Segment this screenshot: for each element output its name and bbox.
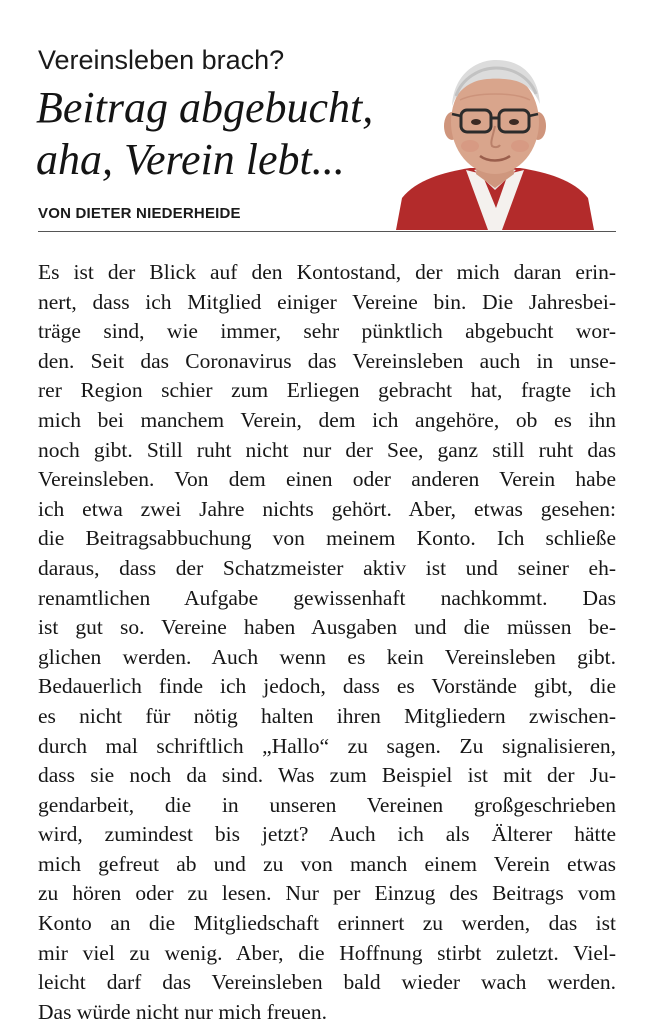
body-line: mich bei manchem Verein, dem ich angehöre, ob es ihn xyxy=(38,407,616,432)
body-line: Bedauerlich finde ich jedoch, dass es Vorstände gibt, die xyxy=(38,674,616,699)
body-line: glichen werden. Auch wenn es kein Vereinsleben gibt. xyxy=(38,644,616,669)
body-line: daraus, dass der Schatzmeister aktiv ist und seiner eh- xyxy=(38,555,616,580)
body-line: renamtlichen Aufgabe gewissenhaft nachkommt. Das xyxy=(38,585,616,610)
body-line: ich etwa zwei Jahre nichts gehört. Aber, etwas gesehen: xyxy=(38,496,616,521)
body-line: wird, zumindest bis jetzt? Auch ich als Älterer hätte xyxy=(38,822,616,847)
article-byline: VON DIETER NIEDERHEIDE xyxy=(38,205,241,222)
body-line: die Beitragsabbuchung von meinem Konto. Ich schließe xyxy=(38,526,616,551)
body-line: den. Seit das Coronavirus das Vereinsleben auch in unse- xyxy=(38,348,616,373)
author-portrait xyxy=(396,48,594,230)
body-line: durch mal schriftlich „Hallo“ zu sagen. Zu signalisieren, xyxy=(38,733,616,758)
body-line: träge sind, wie immer, sehr pünktlich abgebucht wor- xyxy=(38,319,616,344)
author-portrait-icon xyxy=(396,48,594,230)
body-line: es nicht für nötig halten ihren Mitgliedern zwischen- xyxy=(38,703,616,728)
body-line: noch gibt. Still ruht nicht nur der See, ganz still ruht das xyxy=(38,437,616,462)
article-headline xyxy=(36,82,396,186)
body-line: Es ist der Blick auf den Kontostand, der mich daran erin- xyxy=(38,260,616,284)
article-kicker: Vereinsleben brach? xyxy=(38,45,285,75)
body-line: Vereinsleben. Von dem einen oder anderen Verein habe xyxy=(38,467,616,492)
body-line: mich gefreut ab und zu von manch einem Verein etwas xyxy=(38,851,616,876)
header-divider xyxy=(38,231,616,232)
headline-line-1: Beitrag abgebucht, xyxy=(36,83,374,132)
body-line: leicht darf das Vereinsleben bald wieder wach werden. xyxy=(38,970,616,995)
body-line: Konto an die Mitgliedschaft erinnert zu werden, das ist xyxy=(38,911,616,936)
body-line: mir viel zu wenig. Aber, die Hoffnung stirbt zuletzt. Viel- xyxy=(38,940,616,965)
body-line: ist gut so. Vereine haben Ausgaben und die müssen be- xyxy=(38,615,616,640)
body-line: Das würde nicht nur mich freuen. xyxy=(38,999,327,1024)
body-line: zu hören oder zu lesen. Nur per Einzug des Beitrags vom xyxy=(38,881,616,906)
body-line: gendarbeit, die in unseren Vereinen großgeschrieben xyxy=(38,792,616,817)
article-body xyxy=(38,258,616,1027)
body-line: nert, dass ich Mitglied einiger Vereine bin. Die Jahresbei- xyxy=(38,289,616,314)
headline-line-2: aha, Verein lebt... xyxy=(36,135,345,184)
body-line: rer Region schier zum Erliegen gebracht hat, fragte ich xyxy=(38,378,616,403)
body-line: dass sie noch da sind. Was zum Beispiel ist mit der Ju- xyxy=(38,763,616,788)
